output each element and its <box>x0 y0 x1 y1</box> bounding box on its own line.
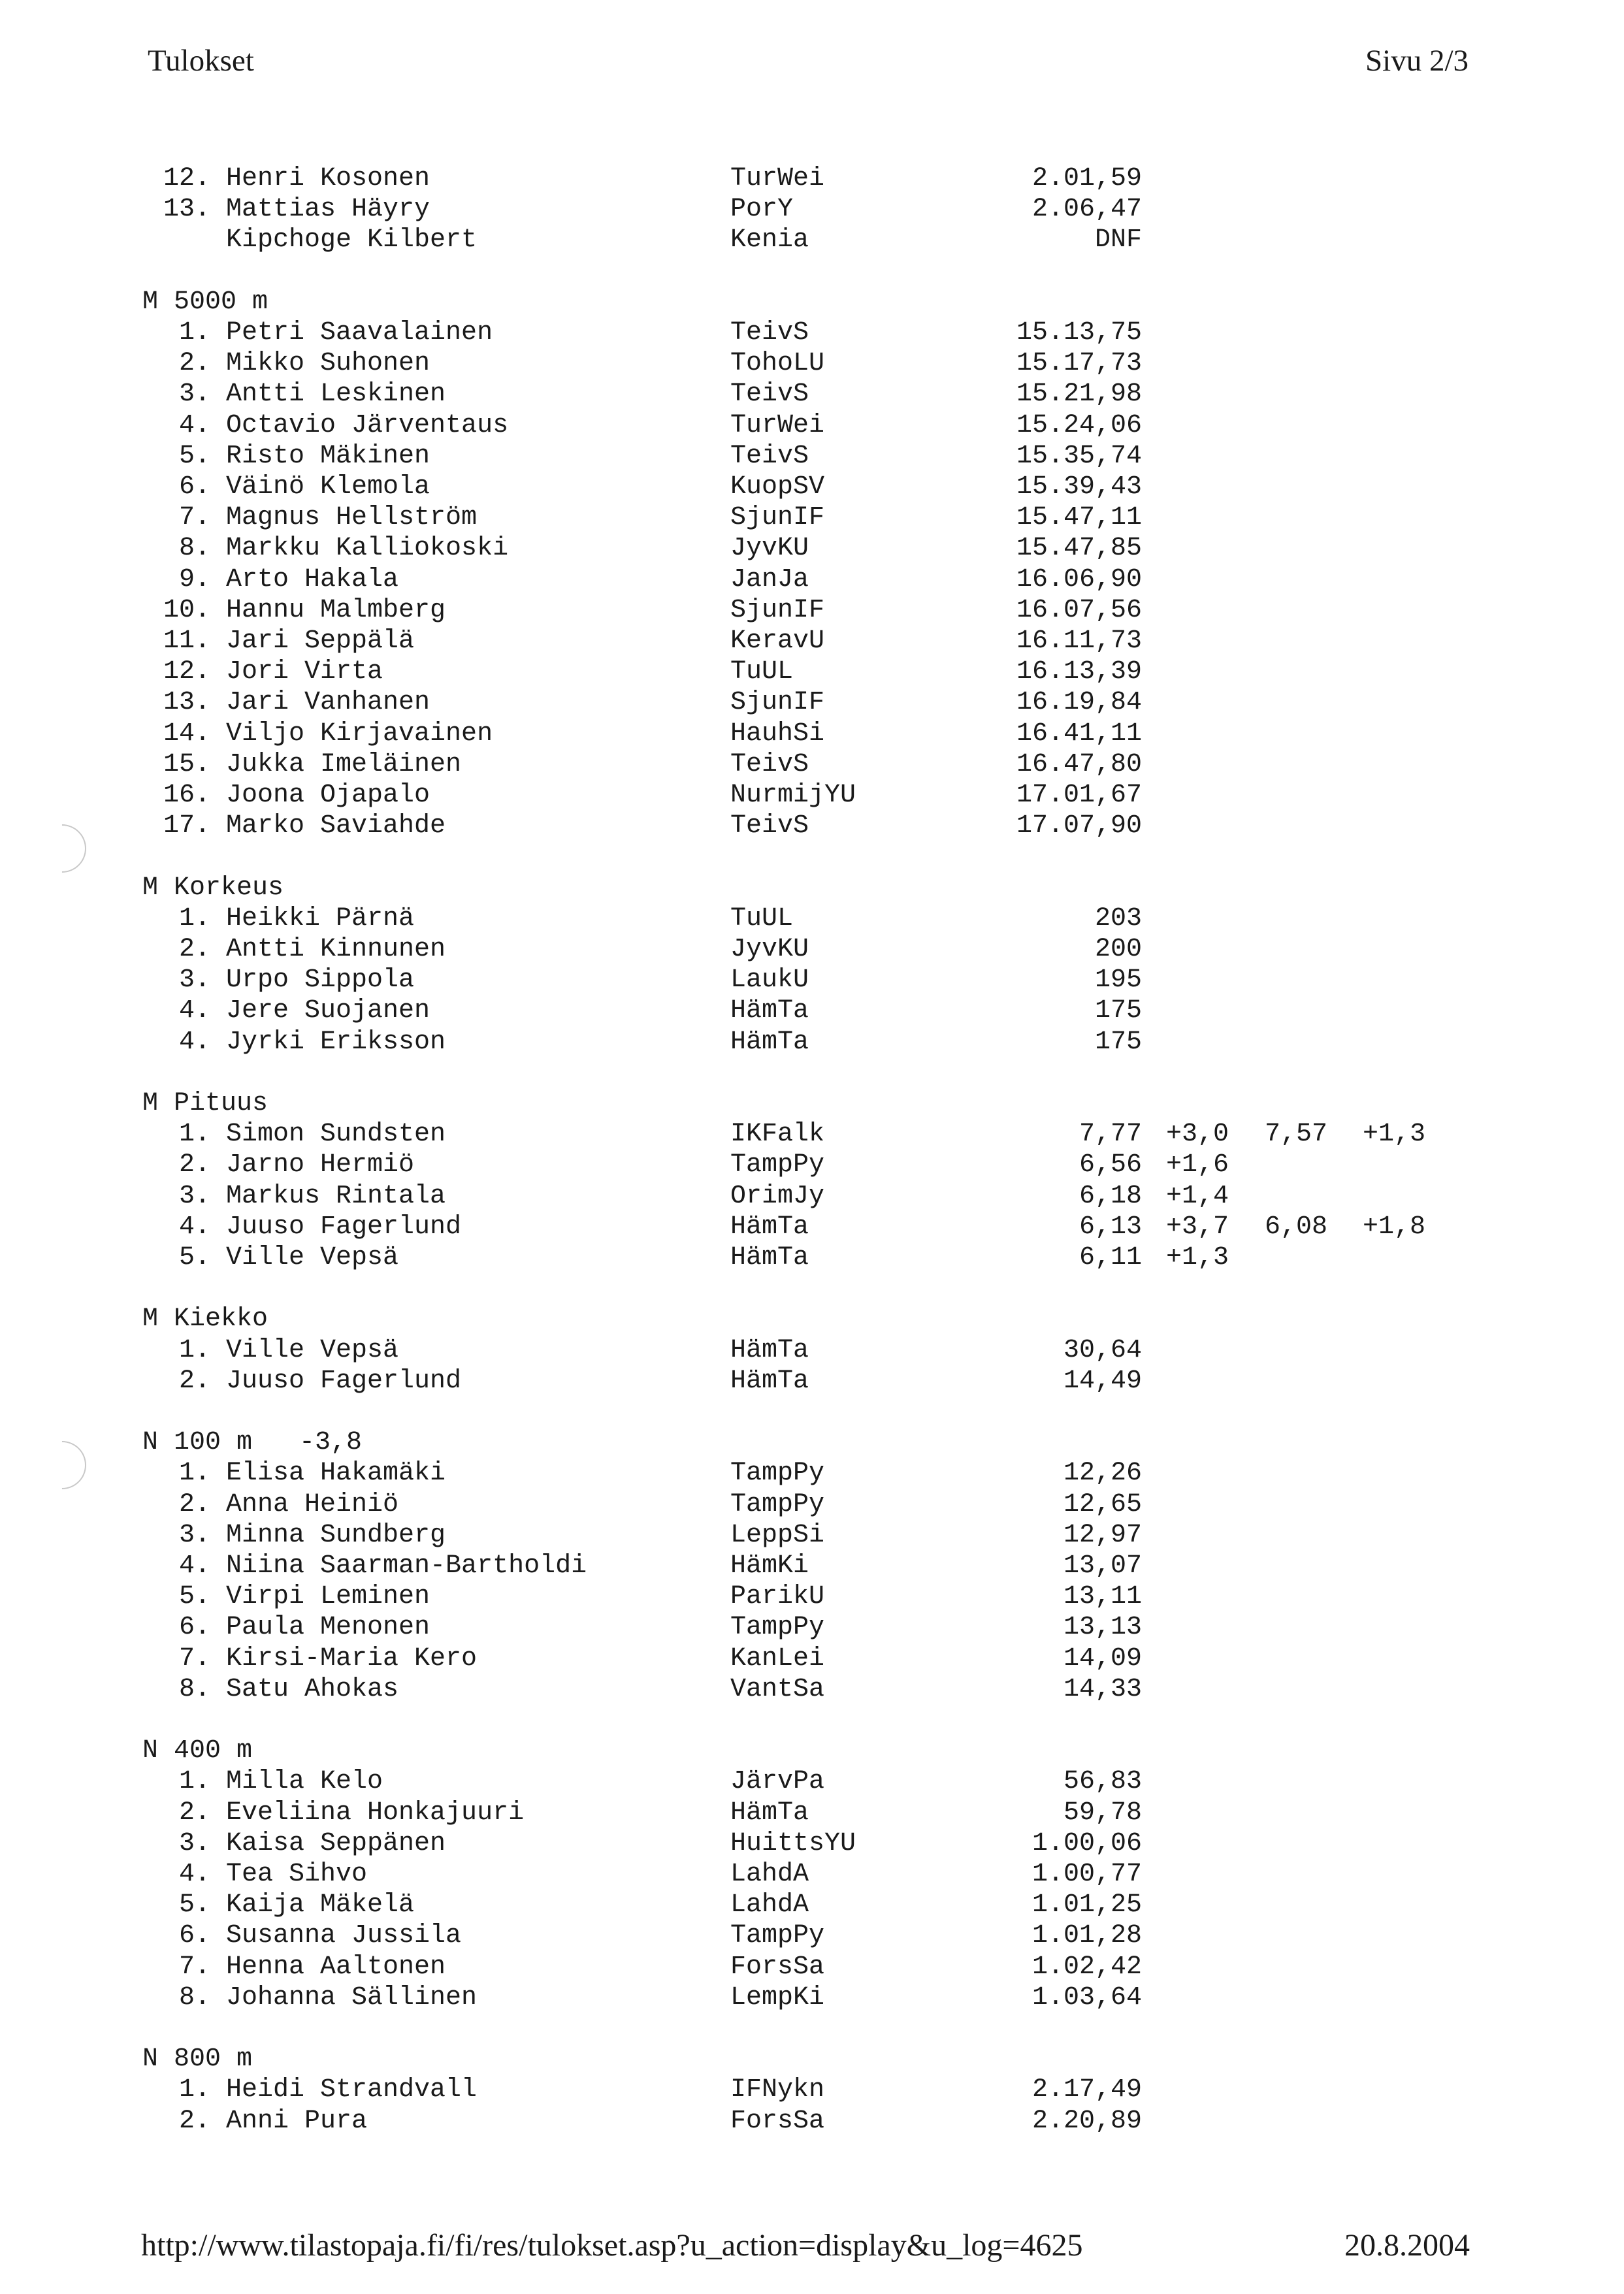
result-value: 1.03,64 <box>1031 1982 1142 2012</box>
athlete-name: Jukka Imeläinen <box>226 749 462 779</box>
result-value: 15.13,75 <box>1016 318 1142 347</box>
result-value-2: 6,08 <box>1265 1212 1328 1242</box>
result-value: 1.01,25 <box>1031 1890 1142 1920</box>
place-number: 3. <box>178 380 210 410</box>
result-value: 2.17,49 <box>1031 2075 1142 2105</box>
place-number: 12. <box>163 164 211 193</box>
athlete-name: Jori Virta <box>226 657 383 687</box>
athlete-name: Heikki Pärnä <box>226 903 415 933</box>
club-name: HämTa <box>730 1798 809 1828</box>
place-number: 2. <box>178 1150 210 1180</box>
result-value: 16.06,90 <box>1016 564 1142 594</box>
result-value: 6,13 <box>1079 1212 1142 1242</box>
athlete-name: Marko Saviahde <box>226 811 446 841</box>
result-row <box>163 1458 1624 1489</box>
result-value: 200 <box>1094 935 1142 964</box>
athlete-name: Markku Kalliokoski <box>226 534 509 564</box>
result-row <box>163 1027 1624 1058</box>
club-name: Kenia <box>730 225 809 255</box>
athlete-name: Väinö Klemola <box>226 472 430 502</box>
result-row <box>163 1766 1624 1797</box>
result-value: 1.02,42 <box>1031 1952 1142 1982</box>
athlete-name: Jari Vanhanen <box>226 688 430 718</box>
club-name: TohoLU <box>730 349 825 379</box>
athlete-name: Anna Heiniö <box>226 1489 399 1519</box>
result-row <box>163 1798 1624 1828</box>
result-row <box>163 934 1624 965</box>
result-row <box>163 1859 1624 1890</box>
result-value: 15.39,43 <box>1016 472 1142 502</box>
place-number: 6. <box>178 1921 210 1951</box>
result-row <box>163 687 1624 718</box>
athlete-name: Hannu Malmberg <box>226 595 446 625</box>
result-row <box>163 441 1624 472</box>
athlete-name: Viljo Kirjavainen <box>226 719 493 749</box>
wind-value-2: +1,3 <box>1363 1120 1426 1150</box>
result-value: 1.00,06 <box>1031 1828 1142 1858</box>
athlete-name: Octavio Järventaus <box>226 410 509 440</box>
result-row <box>163 595 1624 626</box>
club-name: VantSa <box>730 1674 825 1704</box>
place-number: 2. <box>178 1798 210 1828</box>
athlete-name: Virpi Leminen <box>226 1582 430 1612</box>
result-value: 175 <box>1094 996 1142 1026</box>
result-row <box>163 1952 1624 1982</box>
result-row <box>163 194 1624 225</box>
athlete-name: Juuso Fagerlund <box>226 1212 462 1242</box>
place-number: 3. <box>178 1181 210 1211</box>
result-row <box>163 1890 1624 1920</box>
athlete-name: Elisa Hakamäki <box>226 1459 446 1489</box>
place-number: 15. <box>163 749 211 779</box>
club-name: HämTa <box>730 1027 809 1057</box>
athlete-name: Kipchoge Kilbert <box>226 225 478 255</box>
athlete-name: Anni Pura <box>226 2106 368 2136</box>
club-name: LahdA <box>730 1890 809 1920</box>
place-number: 8. <box>178 1982 210 2012</box>
place-number: 5. <box>178 441 210 471</box>
result-row <box>163 965 1624 995</box>
result-value: 6,18 <box>1079 1181 1142 1211</box>
place-number: 4. <box>178 996 210 1026</box>
section-title: M 5000 m <box>142 287 268 317</box>
place-number: 13. <box>163 688 211 718</box>
result-value: 15.17,73 <box>1016 349 1142 379</box>
result-row <box>163 995 1624 1026</box>
result-row <box>163 1335 1624 1366</box>
result-row <box>163 1982 1624 2013</box>
club-name: SjunIF <box>730 595 825 625</box>
place-number: 2. <box>178 1489 210 1519</box>
club-name: TuUL <box>730 657 794 687</box>
result-value: 15.35,74 <box>1016 441 1142 471</box>
section-title: M Kiekko <box>142 1304 268 1334</box>
result-row <box>163 1920 1624 1951</box>
place-number: 8. <box>178 1674 210 1704</box>
athlete-name: Urpo Sippola <box>226 965 415 995</box>
section-title: N 800 m <box>142 2044 253 2075</box>
club-name: JanJa <box>730 564 809 594</box>
place-number: 3. <box>178 1828 210 1858</box>
result-row <box>163 410 1624 441</box>
place-number: 1. <box>178 1335 210 1365</box>
athlete-name: Antti Kinnunen <box>226 935 446 964</box>
club-name: TeivS <box>730 749 809 779</box>
result-value: 13,07 <box>1063 1551 1142 1581</box>
club-name: TeivS <box>730 380 809 410</box>
result-value: 16.19,84 <box>1016 688 1142 718</box>
result-row <box>163 1612 1624 1643</box>
result-value: 16.47,80 <box>1016 749 1142 779</box>
place-number: 2. <box>178 349 210 379</box>
club-name: ParikU <box>730 1582 825 1612</box>
place-number: 4. <box>178 1212 210 1242</box>
result-value-2: 7,57 <box>1265 1120 1328 1150</box>
club-name: HämTa <box>730 996 809 1026</box>
athlete-name: Ville Vepsä <box>226 1335 399 1365</box>
place-number: 7. <box>178 1952 210 1982</box>
athlete-name: Heidi Strandvall <box>226 2075 478 2105</box>
athlete-name: Paula Menonen <box>226 1613 430 1643</box>
athlete-name: Johanna Sällinen <box>226 1982 478 2012</box>
result-row <box>163 811 1624 841</box>
athlete-name: Kaisa Seppänen <box>226 1828 446 1858</box>
result-row <box>163 1674 1624 1705</box>
section-title: M Pituus <box>142 1089 268 1118</box>
result-value: 14,49 <box>1063 1366 1142 1396</box>
athlete-name: Mikko Suhonen <box>226 349 430 379</box>
club-name: ForsSa <box>730 1952 825 1982</box>
result-value: 2.01,59 <box>1031 164 1142 193</box>
page-number: Sivu 2/3 <box>1365 44 1469 78</box>
place-number: 1. <box>178 1459 210 1489</box>
club-name: KuopSV <box>730 472 825 502</box>
result-value: 12,26 <box>1063 1459 1142 1489</box>
result-value: 7,77 <box>1079 1120 1142 1150</box>
place-number: 7. <box>178 503 210 533</box>
club-name: NurmijYU <box>730 781 856 810</box>
result-row <box>163 317 1624 348</box>
result-value: 175 <box>1094 1027 1142 1057</box>
result-row <box>163 626 1624 656</box>
athlete-name: Simon Sundsten <box>226 1120 446 1150</box>
place-number: 8. <box>178 534 210 564</box>
result-value: 6,56 <box>1079 1150 1142 1180</box>
place-number: 12. <box>163 657 211 687</box>
place-number: 13. <box>163 195 211 225</box>
result-value: 14,33 <box>1063 1674 1142 1704</box>
club-name: ForsSa <box>730 2106 825 2136</box>
place-number: 9. <box>178 564 210 594</box>
club-name: KanLei <box>730 1643 825 1673</box>
result-row <box>163 1581 1624 1612</box>
wind-value: +3,0 <box>1166 1120 1229 1150</box>
club-name: HämKi <box>730 1551 809 1581</box>
club-name: IFNykn <box>730 2075 825 2105</box>
place-number: 1. <box>178 1767 210 1797</box>
place-number: 5. <box>178 1243 210 1272</box>
wind-value: +1,6 <box>1166 1150 1229 1180</box>
result-row <box>163 903 1624 934</box>
result-row <box>163 1119 1624 1150</box>
athlete-name: Joona Ojapalo <box>226 781 430 810</box>
result-row <box>163 472 1624 502</box>
result-value: DNF <box>1094 225 1142 255</box>
club-name: LeppSi <box>730 1520 825 1550</box>
result-value: 12,97 <box>1063 1520 1142 1550</box>
athlete-name: Satu Ahokas <box>226 1674 399 1704</box>
athlete-name: Arto Hakala <box>226 564 399 594</box>
athlete-name: Eveliina Honkajuuri <box>226 1798 525 1828</box>
club-name: TampPy <box>730 1150 825 1180</box>
place-number: 17. <box>163 811 211 841</box>
place-number: 4. <box>178 1027 210 1057</box>
athlete-name: Petri Saavalainen <box>226 318 493 347</box>
result-row <box>163 656 1624 687</box>
place-number: 1. <box>178 903 210 933</box>
result-row <box>163 1212 1624 1242</box>
place-number: 16. <box>163 781 211 810</box>
athlete-name: Kirsi-Maria Kero <box>226 1643 478 1673</box>
result-value: 59,78 <box>1063 1798 1142 1828</box>
club-name: TampPy <box>730 1613 825 1643</box>
result-value: 13,11 <box>1063 1582 1142 1612</box>
place-number: 4. <box>178 410 210 440</box>
club-name: LahdA <box>730 1860 809 1889</box>
athlete-name: Juuso Fagerlund <box>226 1366 462 1396</box>
athlete-name: Jyrki Eriksson <box>226 1027 446 1057</box>
punch-hole-mark <box>28 1431 97 1500</box>
result-row <box>163 1828 1624 1859</box>
athlete-name: Ville Vepsä <box>226 1243 399 1272</box>
club-name: TampPy <box>730 1921 825 1951</box>
result-value: 1.00,77 <box>1031 1860 1142 1889</box>
club-name: JyvKU <box>730 935 809 964</box>
result-value: 15.21,98 <box>1016 380 1142 410</box>
result-value: 30,64 <box>1063 1335 1142 1365</box>
section-title: M Korkeus <box>142 873 284 903</box>
club-name: TeivS <box>730 318 809 347</box>
result-value: 2.06,47 <box>1031 195 1142 225</box>
club-name: IKFalk <box>730 1120 825 1150</box>
result-row <box>163 163 1624 194</box>
result-value: 1.01,28 <box>1031 1921 1142 1951</box>
club-name: HauhSi <box>730 719 825 749</box>
wind-value: +1,3 <box>1166 1243 1229 1272</box>
club-name: PorY <box>730 195 794 225</box>
club-name: SjunIF <box>730 503 825 533</box>
result-value: 6,11 <box>1079 1243 1142 1272</box>
club-name: HämTa <box>730 1335 809 1365</box>
athlete-name: Magnus Hellström <box>226 503 478 533</box>
athlete-name: Niina Saarman-Bartholdi <box>226 1551 587 1581</box>
section-title: N 400 m <box>142 1736 253 1766</box>
club-name: TurWei <box>730 164 825 193</box>
result-row <box>163 1489 1624 1520</box>
athlete-name: Minna Sundberg <box>226 1520 446 1550</box>
footer-url: http://www.tilastopaja.fi/fi/res/tulokset.asp?u_action=display&u_log=4625 <box>141 2228 1083 2263</box>
club-name: TurWei <box>730 410 825 440</box>
club-name: TampPy <box>730 1489 825 1519</box>
result-value: 17.01,67 <box>1016 781 1142 810</box>
result-value: 203 <box>1094 903 1142 933</box>
result-value: 17.07,90 <box>1016 811 1142 841</box>
place-number: 3. <box>178 1520 210 1550</box>
athlete-name: Milla Kelo <box>226 1767 383 1797</box>
club-name: LempKi <box>730 1982 825 2012</box>
result-row <box>163 2106 1624 2137</box>
place-number: 1. <box>178 318 210 347</box>
club-name: TeivS <box>730 441 809 471</box>
place-number: 7. <box>178 1643 210 1673</box>
result-value: 14,09 <box>1063 1643 1142 1673</box>
result-row <box>163 533 1624 564</box>
club-name: TeivS <box>730 811 809 841</box>
wind-value: +3,7 <box>1166 1212 1229 1242</box>
result-value: 16.07,56 <box>1016 595 1142 625</box>
result-value: 195 <box>1094 965 1142 995</box>
place-number: 4. <box>178 1860 210 1889</box>
place-number: 10. <box>163 595 211 625</box>
result-row <box>163 1643 1624 1674</box>
athlete-name: Jere Suojanen <box>226 996 430 1026</box>
result-row <box>163 2075 1624 2105</box>
result-row <box>163 719 1624 749</box>
club-name: SjunIF <box>730 688 825 718</box>
place-number: 4. <box>178 1551 210 1581</box>
wind-value: +1,4 <box>1166 1181 1229 1211</box>
athlete-name: Jarno Hermiö <box>226 1150 415 1180</box>
footer-date: 20.8.2004 <box>1344 2228 1470 2263</box>
result-value: 2.20,89 <box>1031 2106 1142 2136</box>
result-row <box>163 379 1624 410</box>
athlete-name: Tea Sihvo <box>226 1860 368 1889</box>
result-row <box>163 1520 1624 1551</box>
club-name: HämTa <box>730 1366 809 1396</box>
wind-value-2: +1,8 <box>1363 1212 1426 1242</box>
athlete-name: Risto Mäkinen <box>226 441 430 471</box>
place-number: 5. <box>178 1890 210 1920</box>
club-name: TuUL <box>730 903 794 933</box>
place-number: 2. <box>178 935 210 964</box>
club-name: JärvPa <box>730 1767 825 1797</box>
result-value: 56,83 <box>1063 1767 1142 1797</box>
result-value: 15.24,06 <box>1016 410 1142 440</box>
page-title: Tulokset <box>148 44 254 78</box>
place-number: 14. <box>163 719 211 749</box>
athlete-name: Antti Leskinen <box>226 380 446 410</box>
section-title: N 100 m -3,8 <box>142 1428 363 1458</box>
result-value: 12,65 <box>1063 1489 1142 1519</box>
result-value: 16.11,73 <box>1016 626 1142 656</box>
result-row <box>163 225 1624 255</box>
place-number: 2. <box>178 2106 210 2136</box>
result-row <box>163 502 1624 533</box>
club-name: HuittsYU <box>730 1828 856 1858</box>
result-row <box>163 780 1624 811</box>
club-name: TampPy <box>730 1459 825 1489</box>
result-row <box>163 1242 1624 1273</box>
result-row <box>163 749 1624 780</box>
athlete-name: Markus Rintala <box>226 1181 446 1211</box>
athlete-name: Jari Seppälä <box>226 626 415 656</box>
place-number: 5. <box>178 1582 210 1612</box>
result-row <box>163 1366 1624 1397</box>
athlete-name: Mattias Häyry <box>226 195 430 225</box>
club-name: KeravU <box>730 626 825 656</box>
club-name: HämTa <box>730 1243 809 1272</box>
place-number: 11. <box>163 626 211 656</box>
athlete-name: Henri Kosonen <box>226 164 430 193</box>
club-name: HämTa <box>730 1212 809 1242</box>
club-name: JyvKU <box>730 534 809 564</box>
result-row <box>163 348 1624 379</box>
result-value: 15.47,85 <box>1016 534 1142 564</box>
result-row <box>163 564 1624 595</box>
result-value: 13,13 <box>1063 1613 1142 1643</box>
athlete-name: Susanna Jussila <box>226 1921 462 1951</box>
club-name: OrimJy <box>730 1181 825 1211</box>
result-row <box>163 1551 1624 1581</box>
athlete-name: Henna Aaltonen <box>226 1952 446 1982</box>
result-value: 15.47,11 <box>1016 503 1142 533</box>
club-name: LaukU <box>730 965 809 995</box>
result-value: 16.41,11 <box>1016 719 1142 749</box>
place-number: 6. <box>178 1613 210 1643</box>
result-row <box>163 1181 1624 1212</box>
athlete-name: Kaija Mäkelä <box>226 1890 415 1920</box>
result-row <box>163 1150 1624 1180</box>
place-number: 3. <box>178 965 210 995</box>
place-number: 2. <box>178 1366 210 1396</box>
punch-hole-mark <box>28 815 97 883</box>
result-value: 16.13,39 <box>1016 657 1142 687</box>
place-number: 1. <box>178 2075 210 2105</box>
place-number: 6. <box>178 472 210 502</box>
place-number: 1. <box>178 1120 210 1150</box>
